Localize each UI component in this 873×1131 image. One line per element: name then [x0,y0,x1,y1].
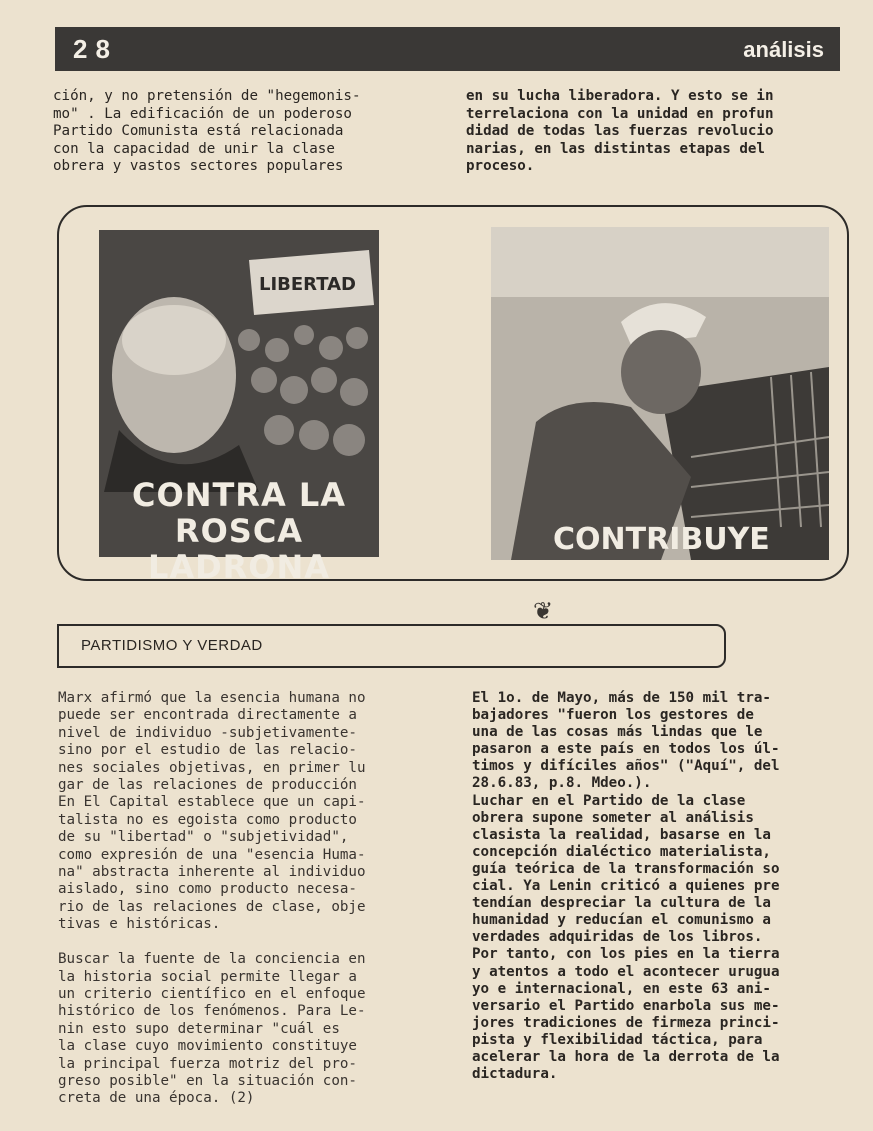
ornament-icon: ❦ [533,597,554,625]
text-line: guía teórica de la transformación so [472,860,780,877]
text-line: sino por el estudio de las relacio- [58,742,357,759]
text-line: tendían despreciar la cultura de la [472,895,771,912]
text-line: puede ser encontrada directamente a [58,707,357,724]
text-line: didad de todas las fuerzas revolucio [466,123,774,140]
text-line: timos y difíciles años" ("Aquí", del [472,758,780,775]
section-name: análisis [743,37,824,62]
text-line: Partido Comunista está relacionada [53,123,344,140]
text-line: mo" . La edificación de un poderoso [53,105,352,122]
section-heading-box [57,624,726,668]
text-line: concepción dialéctico materialista, [472,843,771,860]
text-line: talista no es egoista como producto [58,811,357,828]
text-line: dictadura. [472,1066,558,1083]
text-line: narias, en las distintas etapas del [466,140,765,157]
text-line: un criterio científico en el enfoque [58,985,366,1002]
top-right-column [466,88,774,176]
poster-caption-line2: ROSCA LADRONA [147,512,331,586]
text-line: nivel de individuo -subjetivamente- [58,724,357,741]
top-left-column [53,88,361,176]
page-header [55,27,840,71]
body-right-column [472,690,780,1083]
page-number: 28 [73,34,118,64]
text-line: nes sociales objetivas, en primer lu [58,759,366,776]
text-line: pasaron a este país en todos los úl- [472,741,780,758]
poster-caption-line1: CONTRA LA [132,476,346,514]
text-line: 28.6.83, p.8. Mdeo.). [472,775,652,792]
poster-image-left [99,230,379,586]
text-line: Buscar la fuente de la conciencia en [58,951,366,968]
text-line: obrera supone someter al análisis [472,809,754,826]
text-line: una de las cosas más lindas que le [472,724,763,741]
text-line: y atentos a todo el acontecer urugua [472,963,780,980]
body-left-column [58,690,366,1108]
text-line: de su "libertad" o "subjetividad", [58,829,349,846]
text-line: bajadores "fueron los gestores de [472,707,754,724]
text-line: versario el Partido enarbola sus me- [472,997,780,1014]
text-line: la principal fuerza motriz del pro- [58,1055,357,1072]
text-line: humanidad y reducían el comunismo a [472,912,771,929]
text-line: yo e internacional, en este 63 ani- [472,980,771,997]
text-line: verdades adquiridas de los libros. [472,929,763,946]
text-line: como expresión de una "esencia Huma- [58,846,366,863]
text-line: Marx afirmó que la esencia humana no [58,690,366,706]
text-line: nin esto supo determinar "cuál es [58,1020,340,1037]
text-line: na" abstracta inherente al individuo [58,864,366,881]
text-line: jores tradiciones de firmeza princi- [472,1014,780,1031]
text-line: proceso. [466,158,535,175]
text-line: rio de las relaciones de clase, obje [58,898,366,915]
text-line: pista y flexibilidad táctica, para [472,1031,763,1048]
text-line: obrera y vastos sectores populares [53,158,344,175]
text-line: Por tanto, con los pies en la tierra [472,946,780,963]
text-line: la clase cuyo movimiento constituye [58,1038,357,1055]
text-line: cial. Ya Lenin criticó a quienes pre [472,878,780,895]
text-line: creta de una época. (2) [58,1090,255,1107]
text-line: con la capacidad de unir la clase [53,140,335,157]
text-line: aislado, sino como producto necesa- [58,881,357,898]
text-line: gar de las relaciones de producción [58,777,357,794]
text-line: terrelaciona con la unidad en profun [466,105,774,122]
text-line: histórico de los fenómenos. Para Le- [58,1003,366,1020]
text-line: acelerar la hora de la derrota de la [472,1048,780,1065]
text-line: ción, y no pretensión de "hegemonis- [53,88,361,104]
text-line: En El Capital establece que un capi- [58,794,366,811]
text-line: El 1o. de Mayo, más de 150 mil tra- [472,690,771,706]
banner-word: LIBERTAD [259,274,356,295]
text-line: clasista la realidad, basarse en la [472,826,771,843]
poster-image-right [491,227,829,560]
text-line: greso posible" en la situación con- [58,1072,357,1089]
poster-caption-right: CONTRIBUYE [553,522,770,557]
text-line: en su lucha liberadora. Y esto se in [466,88,774,104]
text-line: tivas e históricas. [58,916,221,933]
worker-illustration [491,227,829,560]
section-title: PARTIDISMO Y VERDAD [81,637,263,654]
text-line: Luchar en el Partido de la clase [472,792,746,809]
text-line: la historia social permite llegar a [58,968,357,985]
